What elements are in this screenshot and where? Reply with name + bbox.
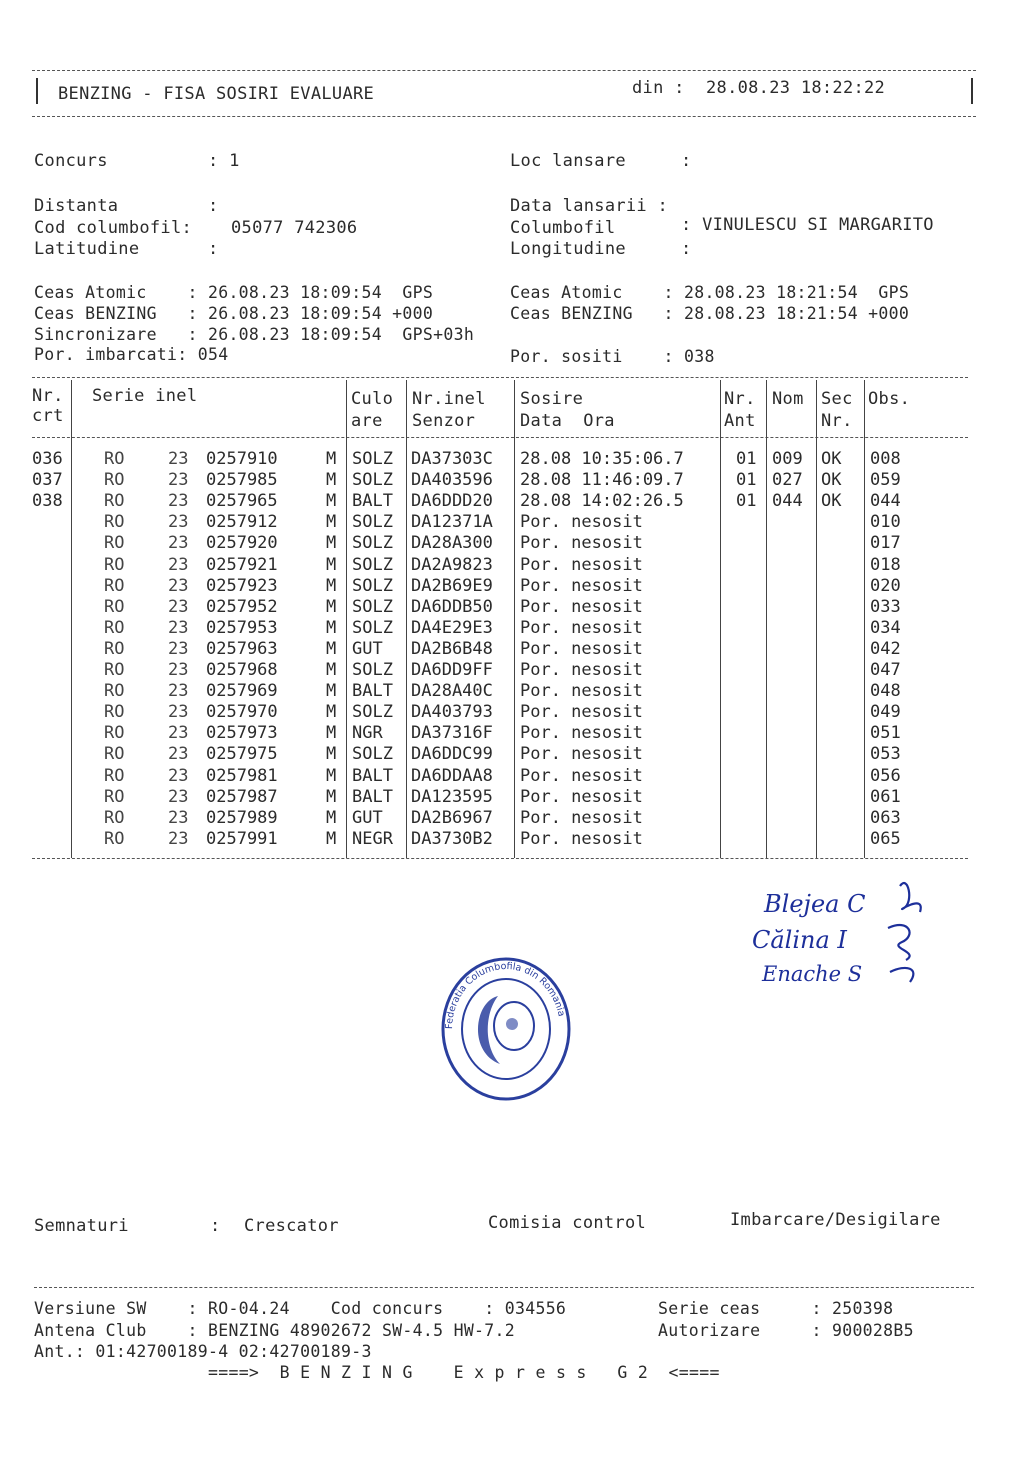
row-sosire: Por. nesosit xyxy=(520,533,643,554)
row-sex: M xyxy=(326,681,337,702)
row-inel: 0257973 xyxy=(206,723,278,744)
header-nom: Nom xyxy=(772,389,804,409)
clock-atomic-start: Ceas Atomic : 26.08.23 18:09:54 GPS xyxy=(34,283,434,302)
row-sosire: 28.08 10:35:06.7 xyxy=(520,449,684,469)
row-sosire: Por. nesosit xyxy=(520,554,643,575)
table-header-border xyxy=(32,437,968,438)
signature-calina: Călina I xyxy=(752,926,847,954)
row-tara: RO xyxy=(104,765,125,786)
row-tara: RO xyxy=(104,554,125,575)
row-senzor: DA37316F xyxy=(411,723,493,744)
row-sex: M xyxy=(326,723,337,744)
header-sec-1: Sec xyxy=(821,389,853,409)
row-senzor: DA28A300 xyxy=(411,533,493,554)
row-senzor: DA2B6967 xyxy=(411,807,493,828)
row-culoare: SOLZ xyxy=(352,596,393,617)
table-row xyxy=(0,512,1024,533)
row-tara: RO xyxy=(104,596,125,617)
row-culoare: GUT xyxy=(352,807,383,828)
row-obs: 044 xyxy=(870,491,901,512)
loc-lansare-label: Loc lansare xyxy=(510,151,626,171)
table-row xyxy=(0,829,1024,850)
row-culoare: SOLZ xyxy=(352,512,393,533)
row-culoare: NGR xyxy=(352,723,383,744)
row-obs: 042 xyxy=(870,638,901,659)
header-culoare-2: are xyxy=(351,411,383,431)
porumbei-sositi: Por. sositi : 038 xyxy=(510,347,715,366)
row-sosire: Por. nesosit xyxy=(520,660,643,680)
row-tara: RO xyxy=(104,575,125,596)
row-obs: 049 xyxy=(870,702,901,723)
row-senzor: DA12371A xyxy=(411,512,493,533)
row-sosire: Por. nesosit xyxy=(520,596,643,617)
row-inel: 0257965 xyxy=(206,491,278,512)
row-inel: 0257923 xyxy=(206,575,278,596)
row-an: 23 xyxy=(168,660,189,680)
table-row xyxy=(0,744,1024,765)
row-sosire: Por. nesosit xyxy=(520,786,643,807)
club-stamp-icon xyxy=(440,956,572,1102)
row-an: 23 xyxy=(168,744,189,765)
header-serie-inel: Serie inel xyxy=(92,386,198,406)
report-title: BENZING - FISA SOSIRI EVALUARE xyxy=(58,84,375,104)
row-culoare: GUT xyxy=(352,638,383,659)
row-sex: M xyxy=(326,660,337,680)
row-sex: M xyxy=(326,638,337,659)
row-tara: RO xyxy=(104,533,125,554)
row-culoare: SOLZ xyxy=(352,702,393,723)
distanta-value: : xyxy=(208,196,219,216)
row-sec: OK xyxy=(821,470,842,491)
row-obs: 065 xyxy=(870,828,901,849)
row-obs: 051 xyxy=(870,723,901,744)
row-inel: 0257987 xyxy=(206,786,278,807)
row-tara: RO xyxy=(104,617,125,638)
row-inel: 0257991 xyxy=(206,828,278,849)
row-sosire: Por. nesosit xyxy=(520,702,643,723)
row-sex: M xyxy=(326,702,337,723)
row-culoare: SOLZ xyxy=(352,617,393,638)
row-sosire: Por. nesosit xyxy=(520,723,643,744)
row-tara: RO xyxy=(104,470,125,491)
row-sex: M xyxy=(326,807,337,828)
latitudine-label: Latitudine xyxy=(34,239,140,259)
header-nrinel-2: Senzor xyxy=(412,411,476,431)
row-an: 23 xyxy=(168,449,189,469)
table-row xyxy=(0,576,1024,597)
table-row xyxy=(0,533,1024,554)
title-right-bar xyxy=(971,78,973,104)
row-senzor: DA6DDB50 xyxy=(411,596,493,617)
row-sosire: Por. nesosit xyxy=(520,681,643,702)
row-nom: 027 xyxy=(772,470,803,491)
row-sex: M xyxy=(326,744,337,765)
row-sex: M xyxy=(326,449,337,469)
row-tara: RO xyxy=(104,723,125,744)
row-obs: 008 xyxy=(870,449,901,469)
row-inel: 0257989 xyxy=(206,807,278,828)
row-inel: 0257912 xyxy=(206,512,278,533)
table-row xyxy=(0,660,1024,681)
row-inel: 0257970 xyxy=(206,702,278,723)
header-nrinel-1: Nr.inel xyxy=(412,389,486,409)
row-an: 23 xyxy=(168,765,189,786)
semnaturi-label: Semnaturi xyxy=(34,1216,129,1236)
row-culoare: SOLZ xyxy=(352,744,393,765)
row-obs: 047 xyxy=(870,660,901,680)
row-obs: 033 xyxy=(870,596,901,617)
title-left-bar xyxy=(36,78,38,104)
latitudine-value: : xyxy=(208,239,219,259)
row-sex: M xyxy=(326,512,337,533)
row-obs: 056 xyxy=(870,765,901,786)
cod-columbofil-value: 05077 742306 xyxy=(231,218,358,238)
row-senzor: DA2B6B48 xyxy=(411,638,493,659)
row-an: 23 xyxy=(168,491,189,512)
table-row xyxy=(0,766,1024,787)
row-culoare: BALT xyxy=(352,491,393,512)
row-an: 23 xyxy=(168,512,189,533)
row-sex: M xyxy=(326,617,337,638)
row-sex: M xyxy=(326,491,337,512)
row-nom: 044 xyxy=(772,491,803,512)
row-senzor: DA123595 xyxy=(411,786,493,807)
row-culoare: SOLZ xyxy=(352,554,393,575)
clock-benzing-end: Ceas BENZING : 28.08.23 18:21:54 +000 xyxy=(510,304,910,323)
header-nrant-2: Ant xyxy=(724,411,756,431)
table-row xyxy=(0,787,1024,808)
row-crt: 038 xyxy=(32,491,63,512)
report-date-value: 28.08.23 18:22:22 xyxy=(706,78,886,98)
row-an: 23 xyxy=(168,554,189,575)
semnaturi-colon: : xyxy=(210,1216,221,1236)
row-obs: 063 xyxy=(870,807,901,828)
clock-benzing-start: Ceas BENZING : 26.08.23 18:09:54 +000 xyxy=(34,304,434,323)
row-culoare: SOLZ xyxy=(352,575,393,596)
row-an: 23 xyxy=(168,596,189,617)
row-inel: 0257910 xyxy=(206,449,278,469)
row-sosire: 28.08 14:02:26.5 xyxy=(520,491,684,512)
table-row xyxy=(0,808,1024,829)
ant-line: Ant.: 01:42700189-4 02:42700189-3 xyxy=(34,1342,372,1361)
signature-comisia: Comisia control xyxy=(488,1213,647,1233)
title-bottom-border xyxy=(32,116,976,117)
row-an: 23 xyxy=(168,638,189,659)
row-senzor: DA2B69E9 xyxy=(411,575,493,596)
row-sosire: Por. nesosit xyxy=(520,765,643,786)
row-inel: 0257985 xyxy=(206,470,278,491)
stamp-ring-text: Federatia Columbofila din Romania xyxy=(443,960,567,1030)
row-tara: RO xyxy=(104,449,125,469)
row-culoare: SOLZ xyxy=(352,533,393,554)
data-lansarii-label: Data lansarii : xyxy=(510,196,669,216)
table-row xyxy=(0,555,1024,576)
row-ant: 01 xyxy=(736,491,757,512)
table-top-border xyxy=(32,377,968,378)
row-senzor: DA403596 xyxy=(411,470,493,491)
cod-columbofil-label: Cod columbofil: xyxy=(34,218,193,238)
footer-divider xyxy=(34,1287,974,1288)
row-culoare: SOLZ xyxy=(352,660,393,680)
row-an: 23 xyxy=(168,702,189,723)
row-obs: 059 xyxy=(870,470,901,491)
row-culoare: NEGR xyxy=(352,828,393,849)
row-an: 23 xyxy=(168,828,189,849)
header-obs: Obs. xyxy=(868,389,911,409)
table-row xyxy=(0,449,1024,470)
row-inel: 0257975 xyxy=(206,744,278,765)
row-an: 23 xyxy=(168,470,189,491)
row-inel: 0257981 xyxy=(206,765,278,786)
row-inel: 0257921 xyxy=(206,554,278,575)
header-nrant-1: Nr. xyxy=(724,389,756,409)
row-sex: M xyxy=(326,786,337,807)
row-sex: M xyxy=(326,596,337,617)
row-an: 23 xyxy=(168,723,189,744)
header-nr-crt-1: Nr. xyxy=(32,386,64,406)
row-sec: OK xyxy=(821,449,842,469)
signature-blejea: Blejea C xyxy=(764,890,866,918)
row-obs: 017 xyxy=(870,533,901,554)
row-sex: M xyxy=(326,554,337,575)
row-inel: 0257969 xyxy=(206,681,278,702)
antena-line: Antena Club : BENZING 48902672 SW-4.5 HW-7.2 xyxy=(34,1321,515,1340)
signature-scribbles-icon xyxy=(880,872,940,990)
row-culoare: BALT xyxy=(352,765,393,786)
concurs-label: Concurs xyxy=(34,151,108,171)
table-row xyxy=(0,470,1024,491)
row-senzor: DA28A40C xyxy=(411,681,493,702)
row-crt: 036 xyxy=(32,449,63,469)
row-an: 23 xyxy=(168,617,189,638)
row-an: 23 xyxy=(168,786,189,807)
loc-lansare-value: : xyxy=(681,151,692,171)
row-senzor: DA403793 xyxy=(411,702,493,723)
row-sosire: Por. nesosit xyxy=(520,807,643,828)
row-obs: 053 xyxy=(870,744,901,765)
row-tara: RO xyxy=(104,828,125,849)
row-sosire: Por. nesosit xyxy=(520,828,643,849)
row-culoare: BALT xyxy=(352,786,393,807)
row-an: 23 xyxy=(168,681,189,702)
row-sec: OK xyxy=(821,491,842,512)
row-obs: 061 xyxy=(870,786,901,807)
row-obs: 048 xyxy=(870,681,901,702)
longitudine-value: : xyxy=(681,239,692,259)
row-ant: 01 xyxy=(736,470,757,491)
row-senzor: DA2A9823 xyxy=(411,554,493,575)
table-row xyxy=(0,702,1024,723)
row-obs: 018 xyxy=(870,554,901,575)
versiune-line: Versiune SW : RO-04.24 Cod concurs : 034556 xyxy=(34,1299,567,1318)
row-an: 23 xyxy=(168,575,189,596)
row-tara: RO xyxy=(104,491,125,512)
row-ant: 01 xyxy=(736,449,757,469)
autorizare-line: Autorizare : 900028B5 xyxy=(658,1321,914,1340)
table-row xyxy=(0,597,1024,618)
row-inel: 0257920 xyxy=(206,533,278,554)
row-sosire: Por. nesosit xyxy=(520,638,643,659)
row-tara: RO xyxy=(104,681,125,702)
row-inel: 0257968 xyxy=(206,660,278,680)
row-tara: RO xyxy=(104,660,125,680)
row-senzor: DA6DDC99 xyxy=(411,744,493,765)
header-nr-crt-2: crt xyxy=(32,406,64,426)
row-an: 23 xyxy=(168,533,189,554)
row-senzor: DA6DDAA8 xyxy=(411,765,493,786)
table-row xyxy=(0,491,1024,512)
row-sex: M xyxy=(326,470,337,491)
header-sosire-2: Data Ora xyxy=(520,411,615,431)
signature-imbarcare: Imbarcare/Desigilare xyxy=(730,1210,941,1230)
row-culoare: SOLZ xyxy=(352,470,393,491)
serie-ceas-line: Serie ceas : 250398 xyxy=(658,1299,894,1318)
row-an: 23 xyxy=(168,807,189,828)
report-date-label: din : xyxy=(632,78,685,98)
row-obs: 020 xyxy=(870,575,901,596)
row-sex: M xyxy=(326,575,337,596)
concurs-value: : 1 xyxy=(208,151,240,171)
row-sex: M xyxy=(326,533,337,554)
row-culoare: BALT xyxy=(352,681,393,702)
columbofil-value: : VINULESCU SI MARGARITO xyxy=(681,215,934,235)
row-inel: 0257953 xyxy=(206,617,278,638)
row-sosire: 28.08 11:46:09.7 xyxy=(520,470,684,491)
row-tara: RO xyxy=(104,702,125,723)
table-row xyxy=(0,681,1024,702)
row-tara: RO xyxy=(104,512,125,533)
row-tara: RO xyxy=(104,807,125,828)
row-sosire: Por. nesosit xyxy=(520,617,643,638)
row-sosire: Por. nesosit xyxy=(520,512,643,533)
table-bottom-border xyxy=(32,858,968,859)
row-inel: 0257952 xyxy=(206,596,278,617)
row-senzor: DA37303C xyxy=(411,449,493,469)
columbofil-label: Columbofil xyxy=(510,218,616,238)
row-senzor: DA3730B2 xyxy=(411,828,493,849)
row-senzor: DA6DDD20 xyxy=(411,491,493,512)
row-sosire: Por. nesosit xyxy=(520,575,643,596)
brand-line: ====> B E N Z I N G E x p r e s s G 2 <==== xyxy=(208,1363,720,1382)
row-nom: 009 xyxy=(772,449,803,469)
header-culoare-1: Culo xyxy=(351,389,394,409)
row-tara: RO xyxy=(104,638,125,659)
header-sosire-1: Sosire xyxy=(520,389,584,409)
row-sex: M xyxy=(326,828,337,849)
table-row xyxy=(0,723,1024,744)
signature-enache: Enache S xyxy=(762,962,863,986)
porumbei-imbarcati: Por. imbarcati: 054 xyxy=(34,345,229,364)
row-inel: 0257963 xyxy=(206,638,278,659)
row-obs: 034 xyxy=(870,617,901,638)
row-sex: M xyxy=(326,765,337,786)
row-crt: 037 xyxy=(32,470,63,491)
header-sec-2: Nr. xyxy=(821,411,853,431)
signature-crescator: Crescator xyxy=(244,1216,339,1236)
clock-atomic-end: Ceas Atomic : 28.08.23 18:21:54 GPS xyxy=(510,283,910,302)
row-senzor: DA4E29E3 xyxy=(411,617,493,638)
longitudine-label: Longitudine xyxy=(510,239,626,259)
row-tara: RO xyxy=(104,744,125,765)
row-culoare: SOLZ xyxy=(352,449,393,469)
distanta-label: Distanta xyxy=(34,196,119,216)
row-tara: RO xyxy=(104,786,125,807)
table-row xyxy=(0,639,1024,660)
table-row xyxy=(0,618,1024,639)
row-obs: 010 xyxy=(870,512,901,533)
row-senzor: DA6DD9FF xyxy=(411,660,493,680)
sincronizare-line: Sincronizare : 26.08.23 18:09:54 GPS+03h xyxy=(34,325,475,344)
row-sosire: Por. nesosit xyxy=(520,744,643,765)
